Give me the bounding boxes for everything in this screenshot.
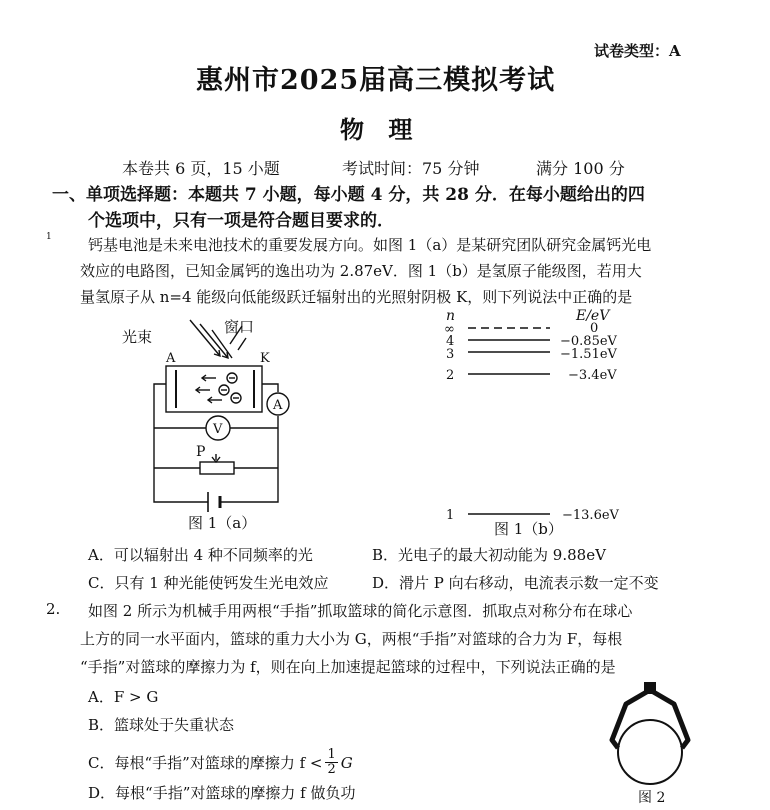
level-n-label: 1: [446, 508, 455, 523]
section-heading-line1: 一、单项选择题：本题共 7 小题，每小题 4 分，共 28 分．在每小题给出的四: [52, 185, 645, 205]
level-energy-label: −1.51eV: [560, 347, 617, 362]
exam-pages-info: 本卷共 6 页，15 小题: [122, 159, 280, 178]
q2-option-d[interactable]: D．每根“手指”对篮球的摩擦力 f 做负功: [88, 784, 356, 802]
q1-option-b[interactable]: B．光电子的最大初动能为 9.88eV: [372, 546, 606, 564]
n-axis-header: n: [446, 308, 456, 324]
figure-1b-energy-levels: [440, 308, 650, 542]
q2-option-a[interactable]: A．F > G: [88, 688, 159, 706]
level-n-label: ∞: [444, 322, 455, 337]
fraction-numerator: 1: [327, 747, 336, 762]
level-energy-label: 0: [590, 321, 599, 336]
q1-option-d[interactable]: D．滑片 P 向右移动，电流表示数一定不变: [372, 574, 659, 592]
level-energy-label: −0.85eV: [560, 334, 617, 349]
q1-text-line: 钙基电池是未来电池技术的重要发展方向。如图 1（a）是某研究团队研究金属钙光电: [88, 236, 652, 254]
label-anode: A: [166, 351, 176, 366]
q2-text-line: “手指”对篮球的摩擦力为 f，则在向上加速提起篮球的过程中，下列说法正确的是: [80, 658, 616, 676]
phototube: [166, 366, 262, 412]
robot-arm-icon: [644, 682, 656, 694]
energy-axis-header: E/eV: [576, 308, 610, 324]
exam-title: 惠州市2025届高三模拟考试: [196, 65, 556, 96]
q1-text-line: 量氢原子从 n=4 能级向低能级跃迁辐射出的光照射阴极 K，则下列说法中正确的是: [80, 288, 633, 306]
level-energy-label: −13.6eV: [562, 508, 619, 523]
label-light-beam: 光束: [122, 328, 153, 346]
fraction-one-half: [325, 748, 337, 777]
basketball-icon: [618, 720, 682, 784]
q2-option-c[interactable]: [88, 748, 353, 777]
q1-option-a[interactable]: A．可以辐射出 4 种不同频率的光: [88, 546, 313, 564]
figure-2-robot-hand: [606, 682, 696, 808]
subject-title: 物 理: [340, 115, 421, 144]
q1-text-line: 效应的电路图，已知金属钙的逸出功为 2.87eV．图 1（b）是氢原子能级图，若用大: [80, 262, 642, 280]
slider-label: P: [196, 444, 206, 460]
level-n-label: 3: [446, 347, 455, 362]
paper-type: 试卷类型：A: [594, 42, 681, 60]
label-cathode: K: [260, 351, 270, 366]
level-n-label: 4: [446, 334, 455, 349]
figure-1b-caption: 图 1（b）: [494, 520, 563, 538]
figure-1a-caption: 图 1（a）: [188, 514, 257, 532]
rheostat-icon: [200, 462, 234, 474]
label-window: 窗口: [224, 318, 255, 336]
q2-option-c-text: C．每根“手指”对篮球的摩擦力 f <: [88, 754, 323, 772]
q2-text-line: 如图 2 所示为机械手用两根“手指”抓取篮球的简化示意图．抓取点对称分布在球心: [88, 602, 633, 620]
q2-text-line: 上方的同一水平面内，篮球的重力大小为 G，两根“手指”对篮球的合力为 F，每根: [80, 630, 623, 648]
light-beam-arrow: [190, 320, 220, 356]
fraction-denominator: 2: [327, 762, 336, 777]
exam-score-info: 满分 100 分: [536, 159, 625, 178]
figure-1a-circuit: [120, 312, 310, 534]
voltmeter-label: V: [213, 422, 223, 437]
exam-time-info: 考试时间：75 分钟: [342, 159, 480, 178]
q1-number: 1: [46, 232, 52, 242]
q2-option-c-suffix: G: [340, 753, 353, 772]
level-n-label: 2: [446, 368, 455, 383]
q2-number: 2.: [46, 600, 61, 618]
ammeter-label: A: [273, 398, 283, 413]
q2-option-b[interactable]: B．篮球处于失重状态: [88, 716, 235, 734]
level-energy-label: −3.4eV: [568, 368, 617, 383]
q1-option-c[interactable]: C．只有 1 种光能使钙发生光电效应: [88, 574, 329, 592]
figure-2-caption: 图 2: [638, 790, 666, 806]
section-heading-line2: 个选项中，只有一项是符合题目要求的．: [88, 211, 394, 231]
